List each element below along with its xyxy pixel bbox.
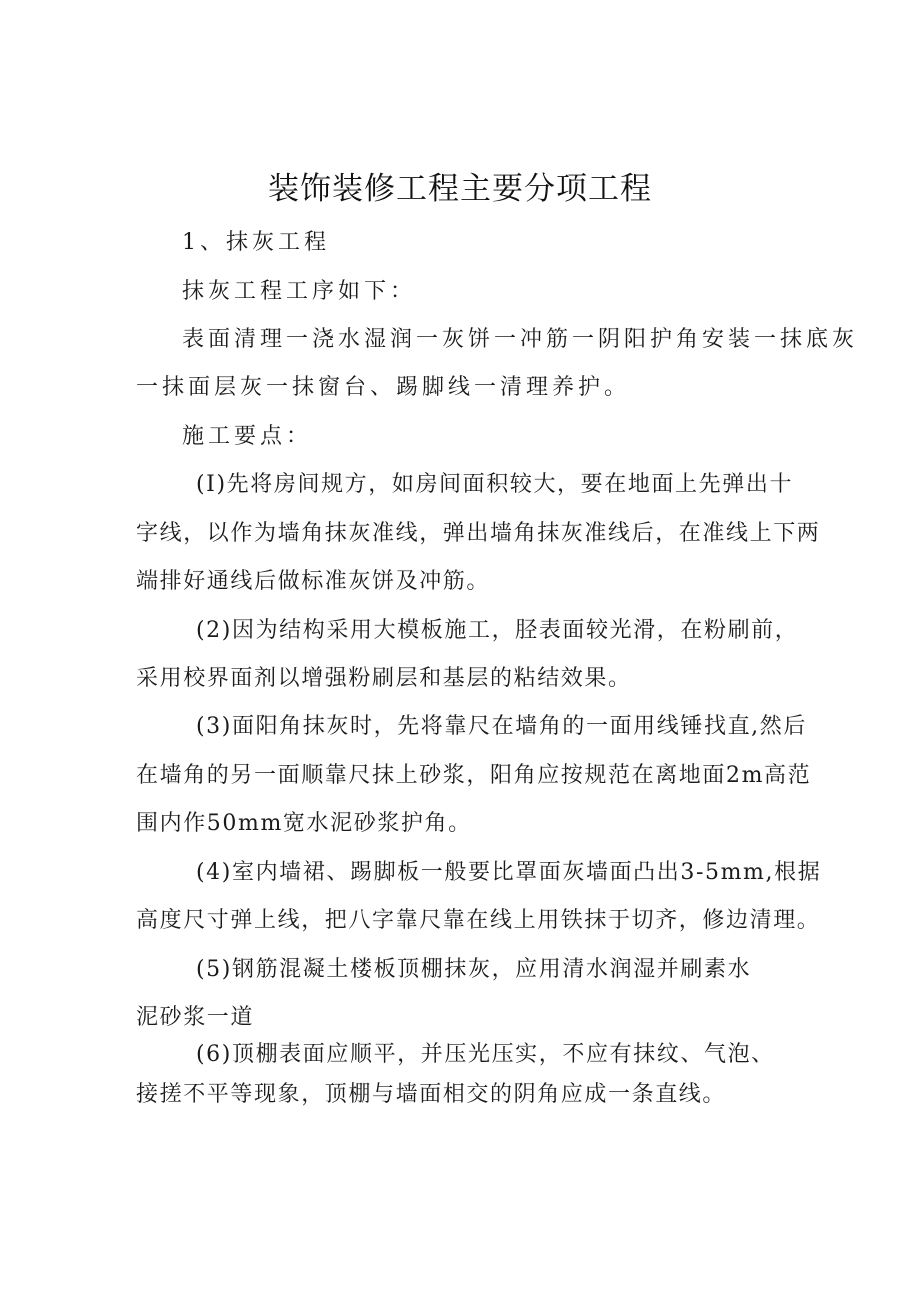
paragraph-process-line-2: 一抹面层灰一抹窗台、踢脚线一清理养护。 (136, 375, 631, 400)
section-heading-plastering: 1、抹灰工程 (182, 230, 330, 255)
point-1-line-3: 端排好通线后做标准灰饼及冲筋。 (136, 569, 491, 594)
point-6-line-2: 接搓不平等现象，顶棚与墙面相交的阴角应成一条直线。 (136, 1082, 727, 1107)
point-2-line-2: 采用校界面剂以增强粉刷层和基层的粘结效果。 (136, 666, 632, 691)
point-4-line-1: (4)室内墙裙、踢脚板一般要比罩面灰墙面凸出3-5mm,根据 (196, 860, 822, 885)
point-5-line-2: 泥砂浆一道 (136, 1005, 255, 1030)
point-3-line-2: 在墙角的另一面顺靠尺抹上砂浆，阳角应按规范在离地面2m高范 (136, 763, 812, 788)
paragraph-key-points-heading: 施工要点： (182, 424, 313, 449)
point-2-line-1: (2)因为结构采用大模板施工，胫表面较光滑，在粉刷前， (196, 618, 799, 643)
point-6-line-1: (6)顶棚表面应顺平，并压光压实，不应有抹纹、气泡、 (196, 1042, 775, 1067)
point-4-line-2: 高度尺寸弹上线，把八字靠尺靠在线上用铁抹于切齐，修边清理。 (136, 908, 821, 933)
point-1-line-2: 字线，以作为墙角抹灰准线，弹出墙角抹灰准线后，在准线上下两 (136, 521, 821, 546)
point-1-line-1: (I)先将房间规方，如房间面积较大，要在地面上先弹出十 (196, 472, 794, 497)
point-3-line-3: 围内作50mm宽水泥砂浆护角。 (136, 811, 472, 836)
paragraph-process-intro: 抹灰工程工序如下： (182, 279, 417, 304)
document-title: 装饰装修工程主要分项工程 (268, 171, 652, 207)
paragraph-process-line-1: 表面清理一浇水湿润一灰饼一冲筋一阴阳护角安装一抹底灰 (182, 327, 859, 352)
point-5-line-1: (5)钢筋混凝土楼板顶棚抹灰，应用清水润湿并刷素水 (196, 957, 752, 982)
point-3-line-1: (3)面阳角抹灰时，先将靠尺在墙角的一面用线锤找直,然后 (196, 714, 807, 739)
